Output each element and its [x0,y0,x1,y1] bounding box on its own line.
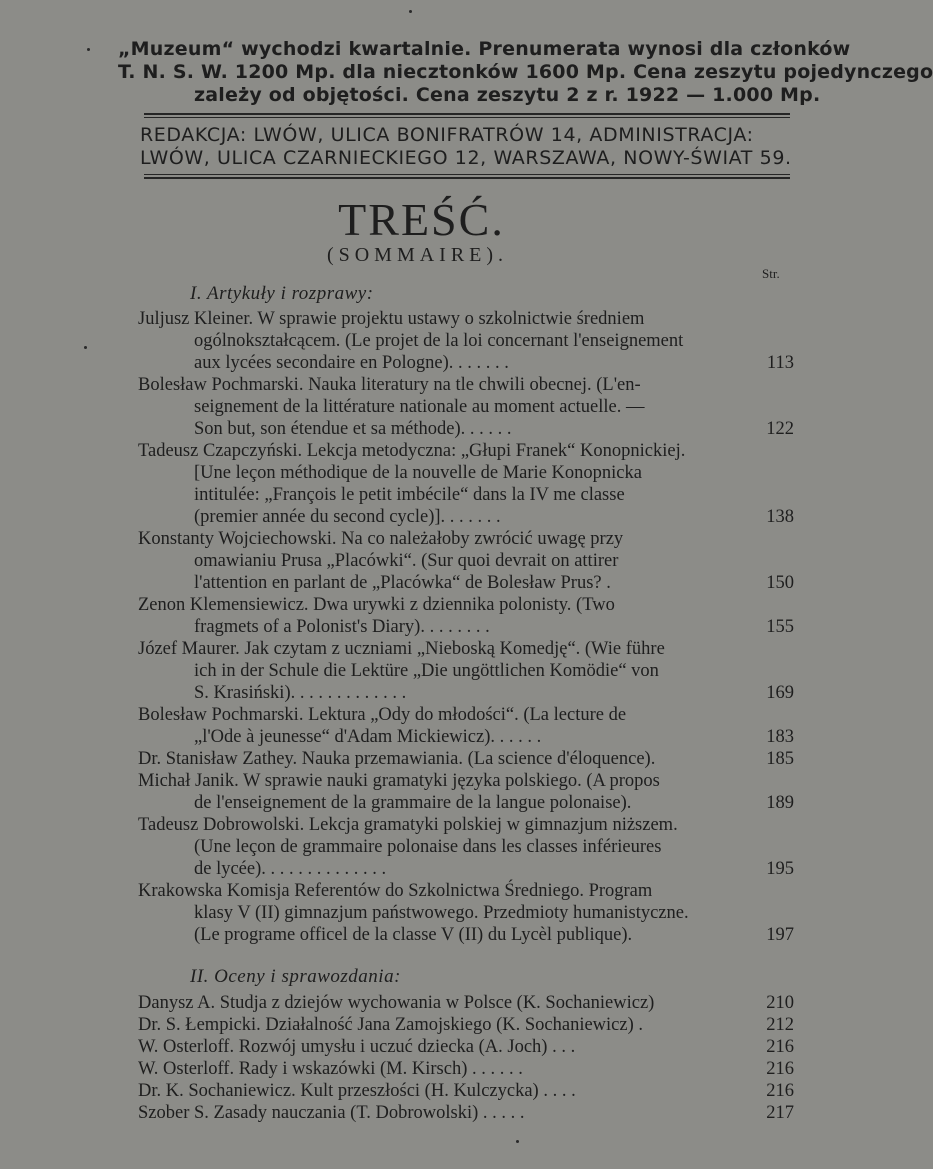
toc-entry [138,704,798,748]
toc-entry [138,814,798,880]
review-entry-title: Dr. S. Łempicki. Działalność Jana Zamojskiego (K. Sochaniewicz) . [138,1015,644,1035]
toc-entry-continuation: klasy V (II) gimnazjum państwowego. Przedmioty humanistyczne. [194,903,689,923]
toc-entry-title: Konstanty Wojciechowski. Na co należałoby zwrócić uwagę przy [138,529,624,549]
toc-entry-continuation: (Le programe officel de la classe V (II) du Lycèl publique). [194,925,633,945]
toc-entry [138,638,798,704]
toc-reviews [138,992,798,1124]
review-entry-title: Dr. K. Sochaniewicz. Kult przeszłości (H. Kulczycka) . . . . [138,1081,576,1101]
review-page-number: 216 [766,1059,794,1079]
toc-entry-title: Tadeusz Czapczyński. Lekcja metodyczna: „Głupi Franek“ Konopnickiej. [138,441,686,461]
toc-entry-continuation: (Une leçon de grammaire polonaise dans les classes inférieures [194,837,662,857]
toc-entry-continuation: de l'enseignement de la grammaire de la langue polonaise). [194,793,632,813]
speck [87,48,90,51]
toc-entry-continuation: fragmets of a Polonist's Diary). . . . . . . . [194,617,490,637]
toc-entry-continuation: aux lycées secondaire en Pologne). . . . . . . [194,353,509,373]
notice-line-2: T. N. S. W. 1200 Mp. dla niecztonków 1600 Mp. Cena zeszytu pojedynczego [118,61,933,83]
toc-entry-title: Bolesław Pochmarski. Nauka literatury na tle chwili obecnej. (L'en- [138,375,641,395]
subscription-notice [118,38,933,107]
toc-entry-continuation: ogólnokształcącem. (Le projet de la loi concernant l'enseignement [194,331,684,351]
address-line-1: REDAKCJA: LWÓW, ULICA BONIFRATRÓW 14, ADMINISTRACJA: [140,124,754,146]
bottom-rule [144,177,790,179]
toc-page-number: 195 [766,859,794,879]
top-rule [144,113,790,115]
toc-entry-title: Tadeusz Dobrowolski. Lekcja gramatyki polskiej w gimnazjum niższem. [138,815,678,835]
toc-entry [138,594,798,638]
notice-line-3: zależy od objętości. Cena zeszytu 2 z r. 1922 — 1.000 Mp. [194,84,821,106]
speck [84,346,87,349]
toc-page-number: 169 [766,683,794,703]
speck [516,1140,519,1143]
toc-entry [138,308,798,374]
review-page-number: 212 [766,1015,794,1035]
toc-page-number: 185 [766,749,794,769]
page-title: TREŚĆ. [338,194,505,245]
toc-page-number: 122 [766,419,794,439]
review-entry [138,992,798,1014]
toc-entry-title: Bolesław Pochmarski. Lektura „Ody do młodości“. (La lecture de [138,705,627,725]
review-entry-title: W. Osterloff. Rady i wskazówki (M. Kirsch) . . . . . . [138,1059,523,1079]
toc-entry-continuation: de lycée). . . . . . . . . . . . . . [194,859,387,879]
toc-entry-title: Zenon Klemensiewicz. Dwa urywki z dziennika polonisty. (Two [138,595,615,615]
toc-entry-title: Józef Maurer. Jak czytam z uczniami „Nieboską Komedję“. (Wie führe [138,639,665,659]
toc-page-number: 155 [766,617,794,637]
review-entry [138,1102,798,1124]
toc-entry [138,770,798,814]
toc-entry-continuation: seignement de la littérature nationale au moment actuelle. — [194,397,645,417]
review-page-number: 216 [766,1037,794,1057]
toc-entry-title: Michał Janik. W sprawie nauki gramatyki języka polskiego. (A propos [138,771,660,791]
section-heading-reviews: II. Oceny i sprawozdania: [190,966,401,987]
review-entry [138,1058,798,1080]
toc-entry [138,374,798,440]
toc-entry [138,748,798,770]
toc-entry-continuation: „l'Ode à jeunesse“ d'Adam Mickiewicz). . . . . . [194,727,542,747]
review-entry-title: W. Osterloff. Rozwój umysłu i uczuć dziecka (A. Joch) . . . [138,1037,576,1057]
toc-page-number: 197 [766,925,794,945]
address-line-2: LWÓW, ULICA CZARNIECKIEGO 12, WARSZAWA, NOWY-ŚWIAT 59. [140,147,792,169]
toc-entry [138,880,798,946]
toc-entry-continuation: ich in der Schule die Lektüre „Die ungöttlichen Komödie“ von [194,661,659,681]
toc-entry-continuation: omawianiu Prusa „Placówki“. (Sur quoi devrait on attirer [194,551,619,571]
toc-articles [138,308,798,946]
section-heading-articles: I. Artykuły i rozprawy: [190,283,374,304]
toc-page-number: 150 [766,573,794,593]
review-entry-title: Danysz A. Studja z dziejów wychowania w Polsce (K. Sochaniewicz) [138,993,655,1013]
bottom-rule-thin [144,174,790,175]
toc-entry-continuation: l'attention en parlant de „Placówka“ de Bolesław Prus? . [194,573,611,593]
toc-entry [138,528,798,594]
toc-entry-continuation: intitulée: „François le petit imbécile“ dans la IV me classe [194,485,625,505]
toc-page-number: 189 [766,793,794,813]
review-entry [138,1080,798,1102]
toc-entry-title: Dr. Stanisław Zathey. Nauka przemawiania. (La science d'éloquence). [138,749,656,769]
top-rule-thin [144,117,790,118]
toc-page-number: 113 [766,353,794,373]
toc-entry-continuation: S. Krasiński). . . . . . . . . . . . . [194,683,407,703]
toc-entry-continuation: (premier année du second cycle)]. . . . . . . [194,507,501,527]
toc-entry-continuation: Son but, son étendue et sa méthode). . . . . . [194,419,512,439]
notice-line-1: „Muzeum“ wychodzi kwartalnie. Prenumerata wynosi dla członków [118,38,851,60]
review-page-number: 217 [766,1103,794,1123]
review-entry [138,1036,798,1058]
toc-entry-continuation: [Une leçon méthodique de la nouvelle de Marie Konopnicka [194,463,642,483]
speck [409,10,412,13]
toc-page-number: 183 [766,727,794,747]
review-entry [138,1014,798,1036]
toc-page-number: 138 [766,507,794,527]
editorial-address [140,124,800,170]
review-page-number: 210 [766,993,794,1013]
toc-entry-title: Juljusz Kleiner. W sprawie projektu ustawy o szkolnictwie średniem [138,309,645,329]
page-column-label: Str. [762,266,780,281]
review-entry-title: Szober S. Zasady nauczania (T. Dobrowolski) . . . . . [138,1103,525,1123]
review-page-number: 216 [766,1081,794,1101]
toc-entry [138,440,798,528]
toc-entry-title: Krakowska Komisja Referentów do Szkolnictwa Średniego. Program [138,881,653,901]
page-subtitle: (SOMMAIRE). [326,244,509,266]
